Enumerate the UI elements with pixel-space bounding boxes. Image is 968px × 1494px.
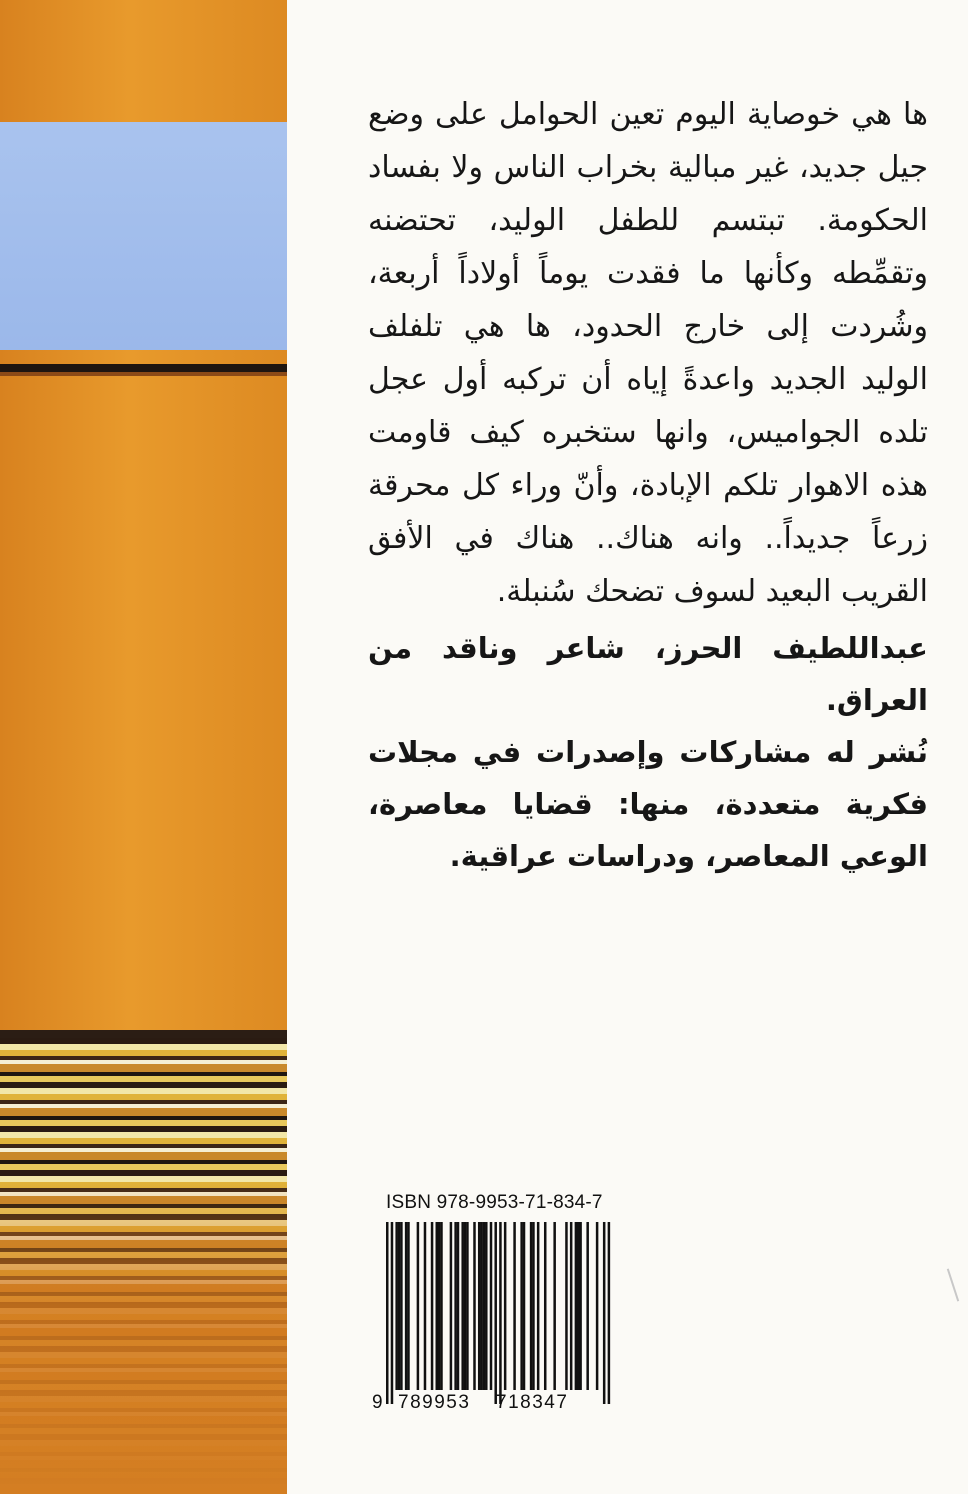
barcode-digits-left: 789953 [398,1392,471,1413]
barcode-digit-first: 9 [372,1392,383,1413]
barcode-guard-bar [386,1222,389,1404]
barcode-guard-bar [391,1222,394,1404]
barcode-bar [504,1222,507,1390]
barcode-bar [596,1222,599,1390]
barcode-bar [490,1222,493,1390]
barcode-bar [450,1222,453,1390]
barcode-bars [386,1222,610,1392]
barcode-bar [579,1222,582,1390]
barcode-bar [483,1222,486,1390]
barcode-bar [530,1222,533,1390]
barcode-bar [405,1222,408,1390]
isbn-label: ISBN 978-9953-71-834-7 [386,1192,603,1213]
barcode-bar [398,1222,401,1390]
author-bio [368,622,928,882]
back-cover-blurb: ها هي خوصاية اليوم تعين الحوامل على وضع جيل جديد، غير مبالية بخراب الناس ولا بفساد الحكومة. تبتسم للطفل الوليد، تحتضنه وتقمِّطه وكأنها ما فقدت يوماً أولاداً أربعة، وشُردت إلى خارج الحدود، ها هي تلفلف الوليد الجديد واعدةً إياه أن تركبه أول عجل تلده الجواميس، وانها ستخبره كيف قاومت هذه الاهوار تلكم الإبادة، وأنّ وراء كل محرقة زرعاً جديداً.. وانه هناك.. هناك في الأفق القريب البعيد لسوف تضحك سُنبلة. [368,97,928,609]
barcode-bar [407,1222,410,1390]
decorative-side-band [0,0,287,1494]
barcode-bar [485,1222,488,1390]
barcode-bar [417,1222,420,1390]
barcode-bar [586,1222,589,1390]
author-description: شاعر وناقد من العراق. [368,631,928,717]
barcode-guard-bar [603,1222,606,1404]
scan-mark [947,1269,959,1302]
barcode-guard-bar [499,1222,502,1404]
stripes-fade-overlay [0,1180,287,1494]
barcode-bar [478,1222,481,1390]
barcode-bar [523,1222,526,1390]
barcode-bar [473,1222,476,1390]
barcode-bar [565,1222,568,1390]
barcode-bar [466,1222,469,1390]
barcode-bar [544,1222,547,1390]
barcode-bar [454,1222,457,1390]
barcode-bar [537,1222,540,1390]
author-publications: نُشر له مشاركات وإصدرات في مجلات فكرية متعددة، منها: قضايا معاصرة، الوعي المعاصر، ودراسات عراقية. [368,735,928,873]
barcode-bar [436,1222,439,1390]
barcode-bar [424,1222,427,1390]
barcode-bar [553,1222,556,1390]
dark-horizontal-rule [0,364,287,372]
barcode-bar [457,1222,460,1390]
barcode-bar [577,1222,580,1390]
barcode-bar [480,1222,483,1390]
barcode-bar [440,1222,443,1390]
barcode-guard-bar [608,1222,611,1404]
blue-sky-panel [0,122,287,350]
barcode-bar [520,1222,523,1390]
barcode-guard-bar [494,1222,497,1404]
barcode-digits-right: 718347 [496,1392,569,1413]
barcode-bar [438,1222,441,1390]
isbn-barcode [372,1192,620,1424]
barcode-bar [431,1222,434,1390]
barcode-bar [461,1222,464,1390]
barcode-bar [570,1222,573,1390]
barcode-bar [532,1222,535,1390]
barcode-bar [400,1222,403,1390]
barcode-bar [575,1222,578,1390]
brown-horizontal-rule [0,372,287,376]
barcode-bar [395,1222,398,1390]
author-name: عبداللطيف الحرز، [654,631,928,665]
barcode-digits [372,1392,618,1422]
barcode-bar [464,1222,467,1390]
barcode-bar [513,1222,516,1390]
